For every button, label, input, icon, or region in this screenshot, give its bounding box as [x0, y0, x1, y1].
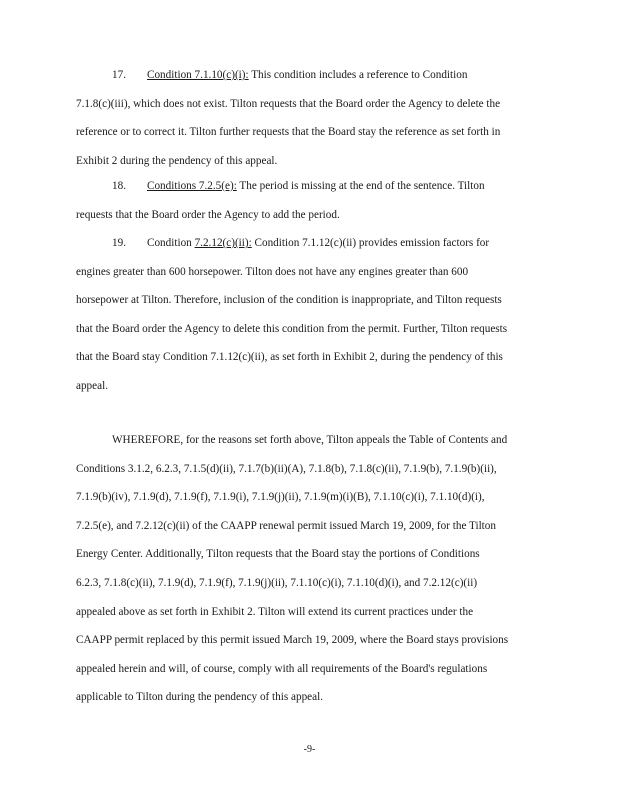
paragraph-text: 7.2.5(e), and 7.2.12(c)(ii) of the CAAPP renewal permit issued March 19, 2009, for the Tilton — [76, 519, 496, 532]
paragraph-text: appealed above as set forth in Exhibit 2. Tilton will extend its current practices under the — [76, 605, 474, 618]
condition-heading: Conditions 7.2.5(e): — [147, 180, 237, 192]
wherefore-paragraph — [76, 426, 538, 712]
condition-heading: Condition 7.1.10(c)(i): — [147, 69, 249, 81]
paragraph-text: engines greater than 600 horsepower. Tilton does not have any engines greater than 600 — [76, 265, 469, 278]
condition-heading: 7.2.12(c)(ii): — [194, 237, 252, 249]
paragraph-text: WHEREFORE, for the reasons set forth above, Tilton appeals the Table of Contents and — [112, 434, 508, 446]
paragraph-17 — [76, 61, 538, 175]
paragraph-text: horsepower at Tilton. Therefore, inclusion of the condition is inappropriate, and Tilton requests — [76, 294, 502, 307]
paragraph-18 — [76, 172, 538, 229]
paragraph-text: 6.2.3, 7.1.8(c)(ii), 7.1.9(d), 7.1.9(f), 7.1.9(j)(ii), 7.1.10(c)(i), 7.1.10(d)(i), and 7.2.12(c)(ii) — [76, 576, 478, 589]
paragraph-number: 19. — [112, 237, 126, 249]
paragraph-text: that the Board order the Agency to delete this condition from the permit. Further, Tilton requests — [76, 322, 508, 335]
paragraph-text: Condition 7.1.12(c)(ii) provides emission factors for — [251, 237, 490, 249]
paragraph-text: requests that the Board order the Agency to add the period. — [76, 208, 340, 221]
paragraph-text: Conditions 3.1.2, 6.2.3, 7.1.5(d)(ii), 7.1.7(b)(ii)(A), 7.1.8(b), 7.1.8(c)(ii), 7.1.9(b), 7.1.9(b)(ii), — [76, 462, 497, 475]
paragraph-text: appealed herein and will, of course, comply with all requirements of the Board's regulations — [76, 662, 488, 675]
paragraph-text: 7.1.9(b)(iv), 7.1.9(d), 7.1.9(f), 7.1.9(i), 7.1.9(j)(ii), 7.1.9(m)(i)(B), 7.1.10(c)(i), 7.1.10(d)(i), — [76, 491, 485, 504]
paragraph-text: reference or to correct it. Tilton further requests that the Board stay the reference as set forth in — [76, 126, 501, 139]
paragraph-number: 18. — [112, 180, 126, 192]
paragraph-number: 17. — [112, 69, 126, 81]
paragraph-text: applicable to Tilton during the pendency of this appeal. — [76, 691, 324, 704]
paragraph-text: The period is missing at the end of the sentence. Tilton — [236, 180, 485, 192]
paragraph-19 — [76, 229, 538, 401]
paragraph-text: CAAPP permit replaced by this permit issued March 19, 2009, where the Board stays provisions — [76, 634, 509, 647]
paragraph-text: This condition includes a reference to Condition — [248, 69, 468, 81]
paragraph-text: that the Board stay Condition 7.1.12(c)(ii), as set forth in Exhibit 2, during the pendency of this — [76, 351, 503, 364]
paragraph-text: Exhibit 2 during the pendency of this appeal. — [76, 154, 278, 167]
paragraph-text: appeal. — [76, 379, 108, 392]
page-number: -9- — [303, 744, 316, 755]
condition-heading-prefix: Condition — [147, 237, 195, 249]
paragraph-text: Energy Center. Additionally, Tilton requests that the Board stay the portions of Conditions — [76, 548, 480, 561]
paragraph-text: 7.1.8(c)(iii), which does not exist. Tilton requests that the Board order the Agency to delete the — [76, 97, 501, 110]
